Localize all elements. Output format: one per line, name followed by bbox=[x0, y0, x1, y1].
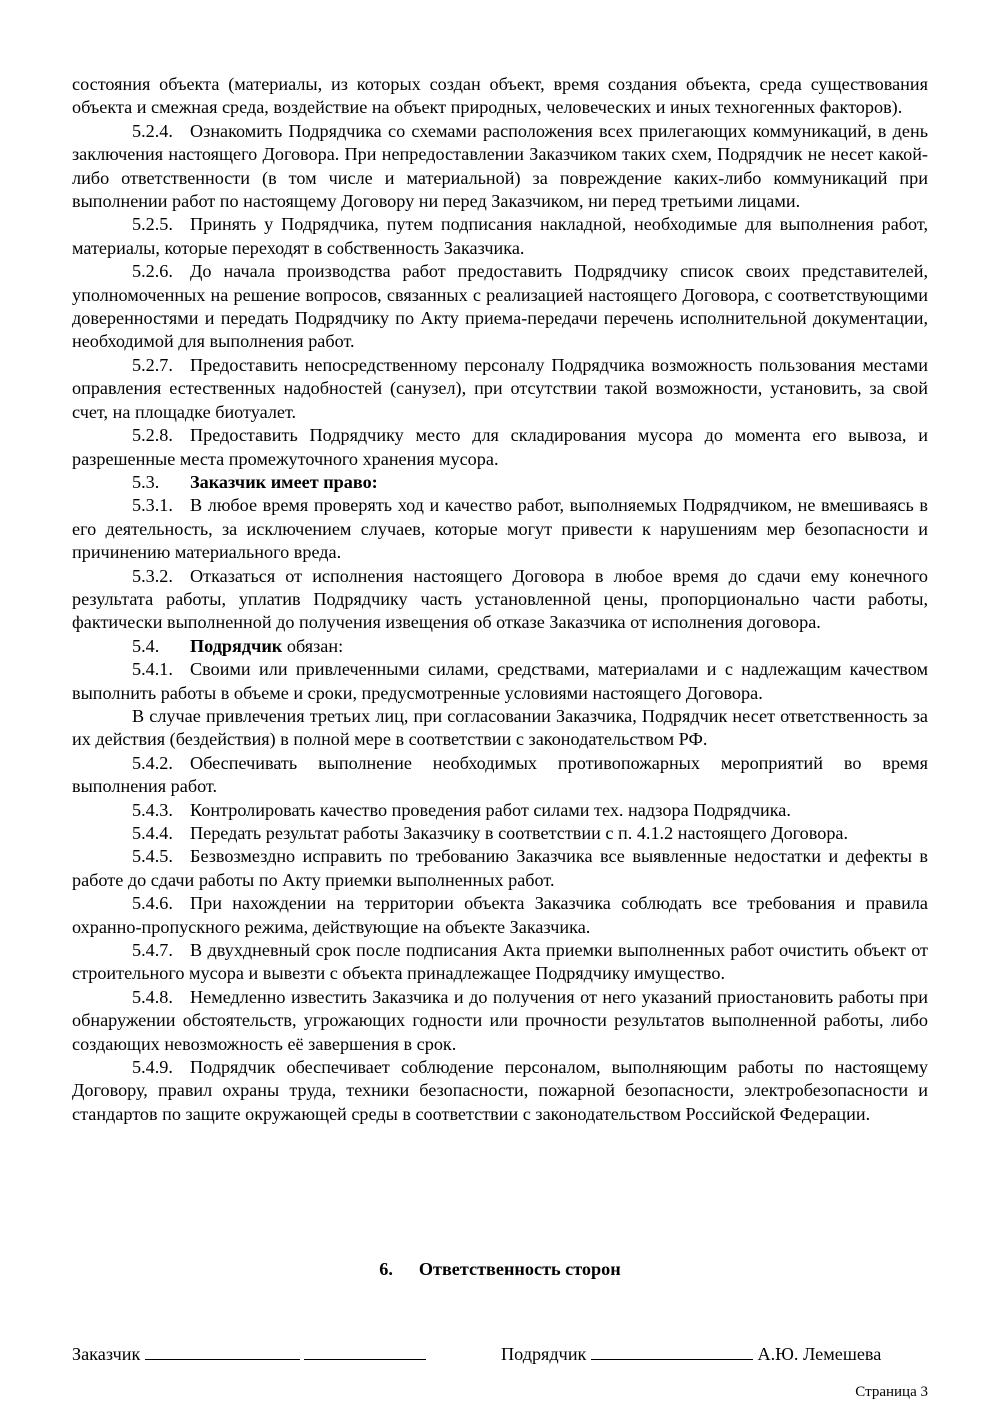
clause-number: 5.2.6. bbox=[132, 261, 173, 282]
clause-text: Предоставить непосредственному персоналу Подрядчика возможность пользования местами оправления естественных надобностей (санузел), при отсутствии такой возможности, установить, за свой счет, на площадке биотуалет. bbox=[72, 354, 928, 422]
document-body bbox=[72, 73, 928, 1126]
clause-text: Подрядчик обеспечивает соблюдение персоналом, выполняющим работы по настоящему Договору, правил охраны труда, техники безопасности, пожарной безопасности, электробезопасности и стандартов по защите окружающей среды в соответствии с законодательством Российской Федерации. bbox=[72, 1057, 928, 1124]
clause-5-2-8 bbox=[72, 424, 928, 471]
signature-row bbox=[72, 1341, 928, 1367]
clause-5-4-3 bbox=[72, 799, 928, 822]
section-number: 6. bbox=[379, 1259, 393, 1279]
clause-text: Передать результат работы Заказчику в соответствии с п. 4.1.2 настоящего Договора. bbox=[190, 823, 849, 843]
clause-number: 5.4.7. bbox=[132, 940, 173, 961]
contractor-label: Подрядчик bbox=[501, 1344, 587, 1364]
clause-number: 5.3.2. bbox=[132, 565, 173, 586]
paragraph: состояния объекта (материалы, из которых создан объект, время создания объекта, среда существования объекта и смежная среда, воздействие на объект природных, человеческих и иных техногенных факторов). bbox=[72, 74, 928, 118]
clause-text: Своими или привлеченными силами, средствами, материалами и с надлежащим качеством выполнить работы в объеме и сроки, предусмотренные условиями настоящего Договора. bbox=[72, 659, 928, 703]
clause-number: 5.2.7. bbox=[132, 354, 173, 375]
clause-text: До начала производства работ предоставить Подрядчику список своих представителей, уполномоченных на решение вопросов, связанных с реализацией настоящего Договора, с соответствующими доверенностями и передать Подрядчику по Акту приема-передачи перечень исполнительной документации, необходимой для выполнения работ. bbox=[72, 261, 928, 352]
clause-text: Безвозмездно исправить по требованию Заказчика все выявленные недостатки и дефекты в работе до сдачи работы по Акту приемки выполненных работ. bbox=[72, 846, 928, 890]
clause-5-3 bbox=[72, 471, 928, 494]
clause-number: 5.4.9. bbox=[132, 1057, 173, 1078]
clause-text: Принять у Подрядчика, путем подписания накладной, необходимые для выполнения работ, материалы, которые переходят в собственность Заказчика. bbox=[72, 214, 928, 258]
clause-number: 5.3.1. bbox=[132, 495, 173, 516]
customer-label: Заказчик bbox=[72, 1344, 141, 1364]
clause-5-4-1-continued bbox=[72, 705, 928, 752]
clause-text: При нахождении на территории объекта Заказчика соблюдать все требования и правила охранно-пропускного режима, действующие на объекте Заказчика. bbox=[72, 893, 928, 937]
clause-number: 5.4. bbox=[132, 635, 160, 656]
clause-number: 5.2.8. bbox=[132, 425, 173, 446]
clause-5-4-4 bbox=[72, 822, 928, 845]
clause-text: Обеспечивать выполнение необходимых противопожарных мероприятий во время выполнения работ. bbox=[72, 752, 928, 797]
clause-5-2-7 bbox=[72, 354, 928, 424]
clause-number: 5.4.4. bbox=[132, 823, 173, 843]
clause-number: 5.4.1. bbox=[132, 659, 173, 680]
clause-5-4-7 bbox=[72, 939, 928, 986]
clause-number: 5.4.5. bbox=[132, 846, 173, 867]
clause-5-4-2 bbox=[72, 752, 928, 799]
clause-number: 5.3. bbox=[132, 471, 160, 492]
clause-text: Отказаться от исполнения настоящего Договора в любое время до сдачи ему конечного результата работы, уплатив Подрядчику часть установленной цены, пропорционально части работы, фактически выполненной до получения извещения об отказе Заказчика от исполнения договора. bbox=[72, 565, 928, 633]
clause-5-3-2 bbox=[72, 565, 928, 635]
clause-5-2-5 bbox=[72, 213, 928, 260]
name-line bbox=[304, 1341, 426, 1360]
clause-text: В любое время проверять ход и качество работ, выполняемых Подрядчиком, не вмешиваясь в его деятельность, за исключением случаев, которые могут привести к нарушениям мер безопасности и причинению материального вреда. bbox=[72, 495, 928, 563]
signature-line bbox=[145, 1341, 300, 1360]
clause-5-4-8 bbox=[72, 986, 928, 1056]
clause-number: 5.2.4. bbox=[132, 120, 173, 141]
clause-heading: Подрядчик bbox=[190, 635, 283, 656]
clause-text: Ознакомить Подрядчика со схемами расположения всех прилегающих коммуникаций, в день заключения настоящего Договора. При непредоставлении Заказчиком таких схем, Подрядчик не несет какой-либо ответственности (в том числе и материальной) за повреждение каких-либо коммуникаций при выполнении работ по настоящему Договору ни перед Заказчиком, ни перед третьими лицами. bbox=[72, 120, 928, 212]
section-title: Ответственность сторон bbox=[418, 1259, 621, 1279]
clause-text: Контролировать качество проведения работ силами тех. надзора Подрядчика. bbox=[190, 799, 791, 820]
clause-5-4 bbox=[72, 635, 928, 658]
clause-text: Немедленно известить Заказчика и до получения от него указаний приостановить работы при обнаружении обстоятельств, угрожающих годности или прочности результатов выполненной работы, либо создающих невозможность её завершения в срок. bbox=[72, 986, 928, 1054]
clause-5-4-1 bbox=[72, 658, 928, 705]
clause-heading: Заказчик имеет право: bbox=[190, 471, 378, 492]
clause-text: В двухдневный срок после подписания Акта приемки выполненных работ очистить объект от строительного мусора и вывезти с объекта принадлежащее Подрядчику имущество. bbox=[72, 940, 928, 984]
clause-number: 5.4.8. bbox=[132, 986, 173, 1007]
clause-5-2-4 bbox=[72, 120, 928, 214]
clause-5-4-5 bbox=[72, 845, 928, 892]
clause-5-3-1 bbox=[72, 494, 928, 564]
contractor-signature bbox=[501, 1341, 881, 1366]
page-number: Страница 3 bbox=[855, 1384, 928, 1400]
clause-number: 5.4.3. bbox=[132, 799, 173, 820]
customer-signature bbox=[72, 1341, 426, 1366]
clause-number: 5.4.2. bbox=[132, 752, 173, 773]
clause-5-2-6 bbox=[72, 260, 928, 354]
signature-line bbox=[591, 1341, 753, 1360]
clause-text: Предоставить Подрядчику место для складирования мусора до момента его вывоза, и разрешенные места промежуточного хранения мусора. bbox=[72, 425, 928, 469]
section-heading bbox=[0, 1258, 1000, 1281]
contractor-name: А.Ю. Лемешева bbox=[757, 1344, 882, 1364]
clause-number: 5.4.6. bbox=[132, 893, 173, 914]
clause-text: В случае привлечения третьих лиц, при согласовании Заказчика, Подрядчик несет ответственность за их действия (бездействия) в полной мере в соответствии с законодательством РФ. bbox=[72, 705, 928, 750]
clause-number: 5.2.5. bbox=[132, 214, 173, 235]
clause-text: обязан: bbox=[282, 635, 344, 656]
clause-5-4-6 bbox=[72, 892, 928, 939]
clause-5-4-9 bbox=[72, 1056, 928, 1126]
